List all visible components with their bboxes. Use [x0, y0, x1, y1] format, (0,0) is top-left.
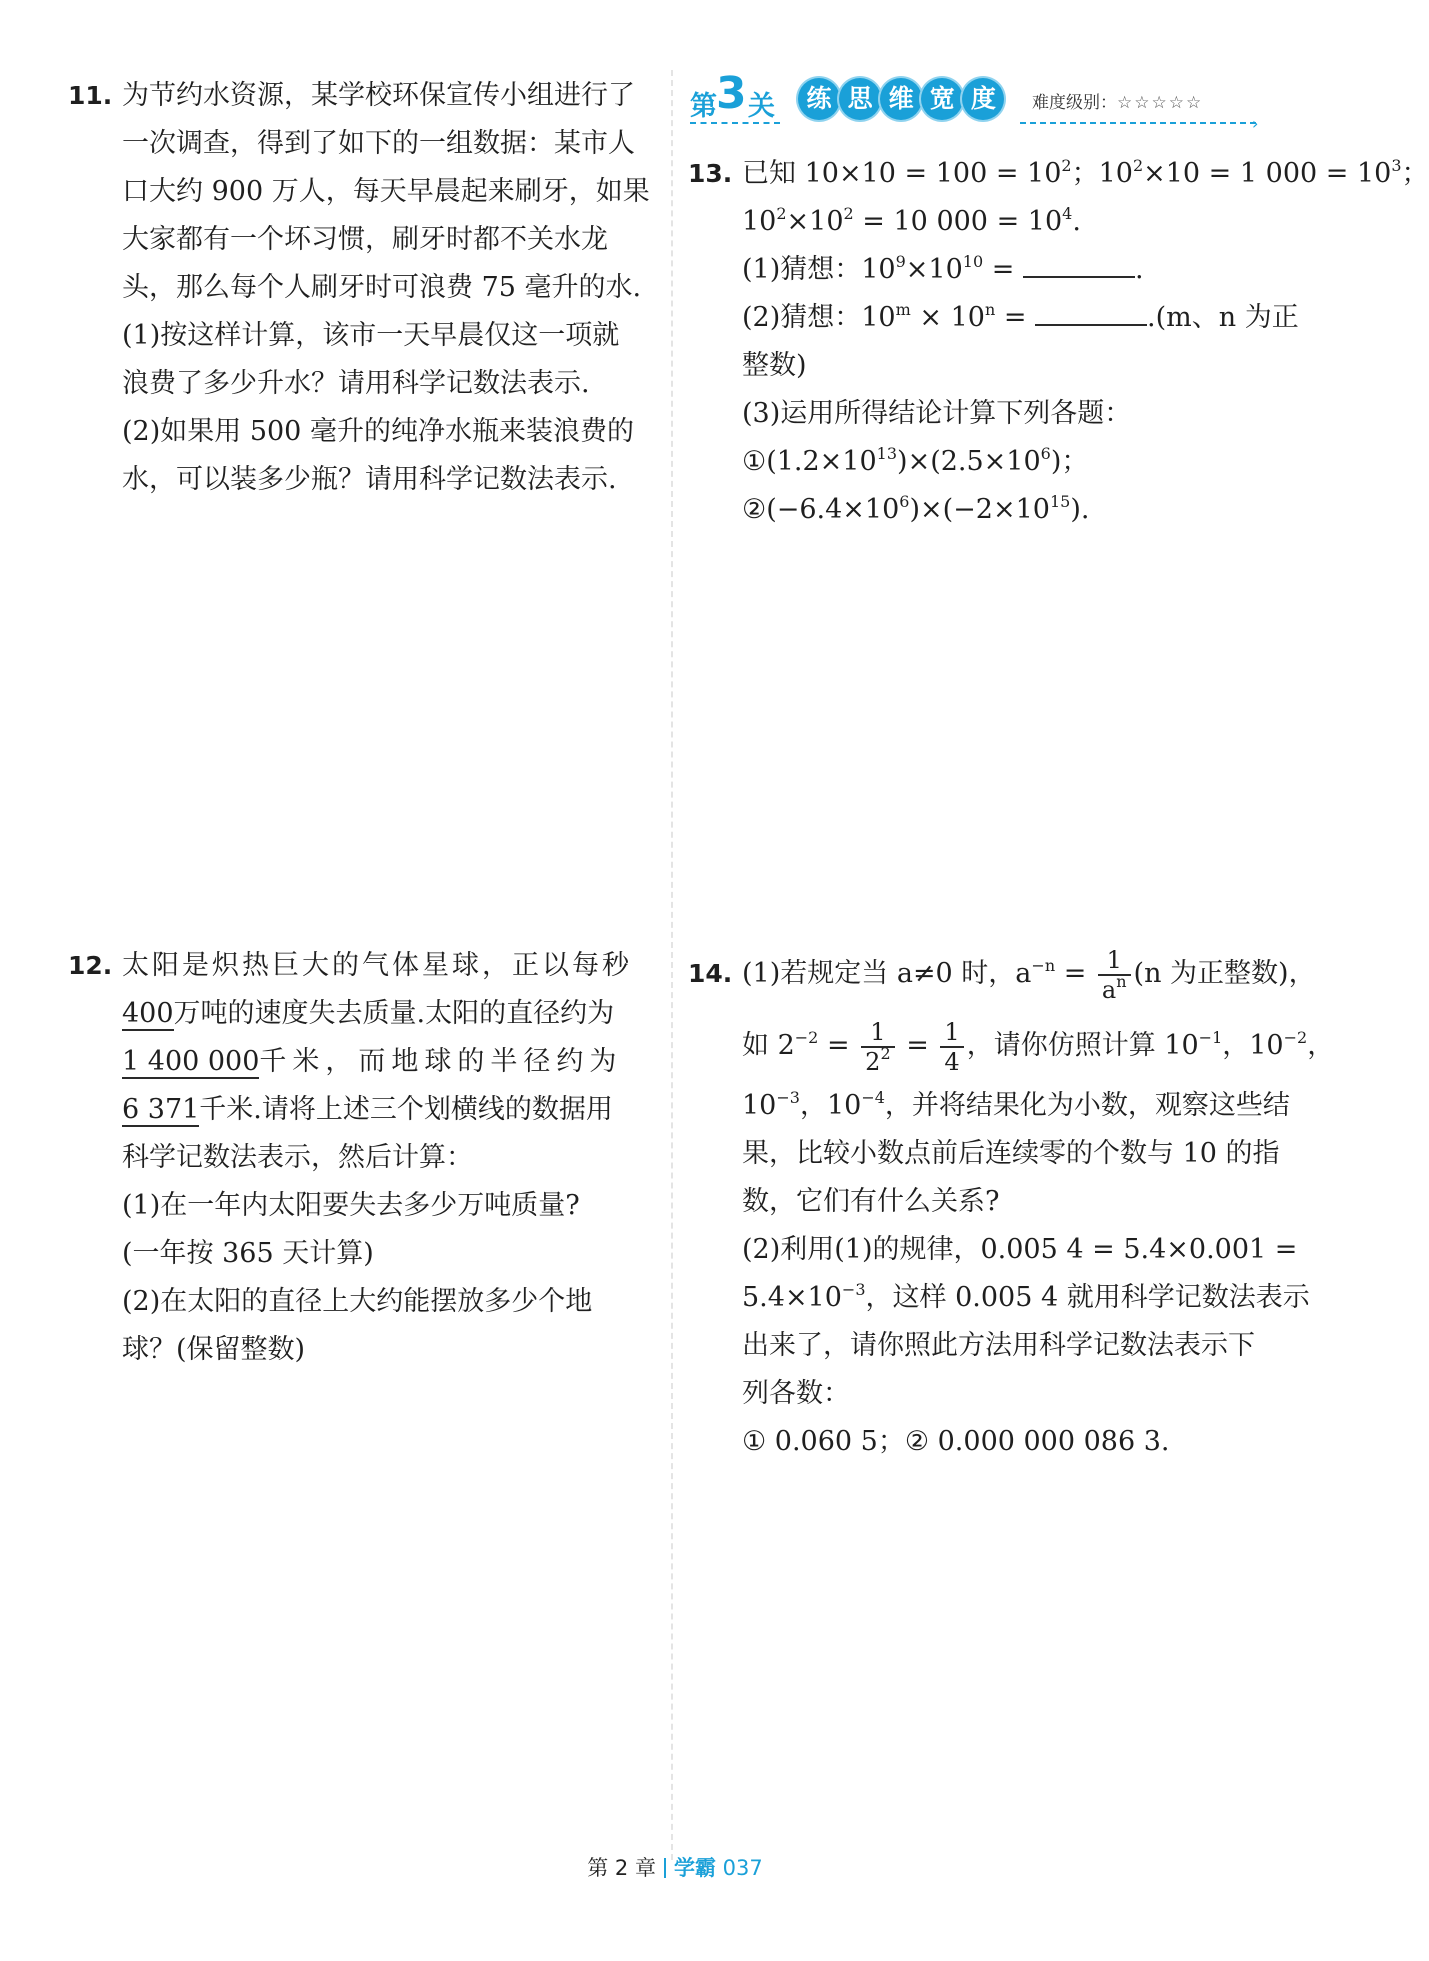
- problem-13: [688, 150, 1429, 534]
- problem-12: [68, 942, 632, 1374]
- page-number: 037: [722, 1856, 763, 1880]
- problem-line: 口大约 900 万人，每天早晨起来刷牙，如果: [122, 176, 650, 207]
- problem-line: 400万吨的速度失去质量.太阳的直径约为: [122, 998, 615, 1029]
- problem-line: 一次调查，得到了如下的一组数据：某市人: [122, 128, 635, 159]
- problem-line: $②(-6.4\times 10^6)\times(-2\times 10^{15})$.: [742, 492, 1090, 525]
- star-icons: ☆☆☆☆☆: [1117, 93, 1204, 113]
- answer-blank[interactable]: [1023, 250, 1135, 278]
- problem-line: 水，可以装多少瓶？请用科学记数法表示.: [122, 464, 617, 495]
- fraction: $\frac{1}{4}$: [940, 1018, 963, 1076]
- banner-title-char: 宽: [921, 78, 963, 120]
- problem-line: 列各数：: [742, 1378, 850, 1409]
- problem-line: 1 400 000千米，而地球的半径约为: [122, 1046, 623, 1077]
- banner-title-char: 练: [798, 78, 840, 120]
- page-footer: [0, 1852, 1350, 1882]
- problem-line: 整数): [742, 350, 807, 381]
- problem-line: (2)在太阳的直径上大约能摆放多少个地: [122, 1286, 593, 1317]
- underlined-number: 400: [122, 998, 174, 1029]
- problem-number: 11.: [68, 81, 113, 110]
- problem-line: 大家都有一个坏习惯，刷牙时都不关水龙: [122, 224, 608, 255]
- banner-di: 第: [690, 91, 717, 122]
- problem-number: 12.: [68, 951, 113, 980]
- problem-line: (1)按这样计算，该市一天早晨仅这一项就: [122, 320, 620, 351]
- problem-14: [688, 938, 1335, 1466]
- problem-line: 13. 已知 $10\times 10 = 100 = 10^2$；$10^2\times 10 = 1$ $000 = 10^3$；: [688, 150, 1278, 198]
- banner-title: [798, 78, 998, 120]
- problem-line: (1)在一年内太阳要失去多少万吨质量?: [122, 1190, 580, 1221]
- problem-line: 头，那么每个人刷牙时可浪费 75 毫升的水.: [122, 272, 642, 303]
- column-divider: [671, 70, 673, 1860]
- problem-line: $5.4\times 10^{-3}$，这样 0.005 4 就用科学记数法表示: [742, 1280, 1310, 1313]
- problem-line: 浪费了多少升水？请用科学记数法表示.: [122, 368, 590, 399]
- fraction: $\frac{1}{2^2}$: [861, 1018, 894, 1076]
- answer-blank[interactable]: [1035, 298, 1147, 326]
- problem-line: 果，比较小数点前后连续零的个数与 10 的指: [742, 1138, 1280, 1169]
- banner-underline: [690, 122, 780, 124]
- banner-underline: [1020, 122, 1256, 124]
- difficulty-label: 难度级别：: [1032, 93, 1117, 113]
- problem-line: 12. 太阳是炽热巨大的气体星球，正以每秒: [68, 942, 608, 990]
- problem-line: 14. (1)若规定当 a≠0 时，$a^{-n}$ = $\frac{1}{a^n}$ (n 为正整数)，: [688, 938, 1278, 1010]
- problem-11: [68, 72, 650, 504]
- arrow-right-icon: ›: [1252, 114, 1259, 133]
- problem-line: $10^{-3}$，$10^{-4}$，并将结果化为小数，观察这些结: [742, 1088, 1290, 1121]
- problem-line: (2)利用(1)的规律，0.005 4 = 5.4×0.001 =: [742, 1234, 1298, 1265]
- chapter-label: 第 2 章: [587, 1856, 656, 1880]
- problem-number: 14.: [688, 959, 733, 988]
- difficulty-rating: [1032, 88, 1203, 113]
- problem-line: 6 371千米.请将上述三个划横线的数据用: [122, 1094, 613, 1125]
- banner-level-number: 3: [716, 68, 747, 119]
- fraction: $\frac{1}{a^n}$: [1098, 946, 1131, 1004]
- section-banner: [690, 68, 1270, 133]
- problem-line: 科学记数法表示，然后计算：: [122, 1142, 473, 1173]
- problem-line: 球？(保留整数): [122, 1334, 306, 1365]
- problem-line: (一年按 365 天计算): [122, 1238, 374, 1269]
- underlined-number: 1 400 000: [122, 1046, 260, 1077]
- banner-title-char: 思: [839, 78, 881, 120]
- problem-line: (2)猜想：$10^m \times 10^n = .(m$、n 为正: [742, 300, 1299, 333]
- problem-line: 数，它们有什么关系?: [742, 1186, 1000, 1217]
- problem-number: 13.: [688, 159, 733, 188]
- footer-separator: [664, 1858, 666, 1878]
- banner-guan: 关: [748, 91, 775, 122]
- banner-title-char: 维: [880, 78, 922, 120]
- problem-line: (3)运用所得结论计算下列各题：: [742, 398, 1132, 429]
- problem-line: (2)如果用 500 毫升的纯净水瓶来装浪费的: [122, 416, 634, 447]
- brand-label: 学霸: [673, 1856, 716, 1880]
- problem-line: $10^2\times 10^2 = 10$ $000 = 10^4$.: [742, 204, 1081, 237]
- banner-title-char: 度: [962, 78, 1004, 120]
- underlined-number: 6 371: [122, 1094, 200, 1125]
- problem-line: 如 $2^{-2}$ = $\frac{1}{2^2}$ = $\frac{1}{4}$ ，请你仿照计算 $10^{-1}$，$10^{-2}$，: [742, 1017, 1335, 1076]
- problem-line: 11. 为节约水资源，某学校环保宣传小组进行了: [68, 72, 608, 120]
- problem-line: $①(1.2\times 10^{13})\times(2.5\times 10^6)$；: [742, 444, 1089, 477]
- problem-line: ① 0.060 5；② 0.000 000 086 3.: [742, 1426, 1170, 1457]
- problem-line: 出来了，请你照此方法用科学记数法表示下: [742, 1330, 1255, 1361]
- problem-line: (1)猜想：$10^9\times 10^{10}$ = .: [742, 252, 1144, 285]
